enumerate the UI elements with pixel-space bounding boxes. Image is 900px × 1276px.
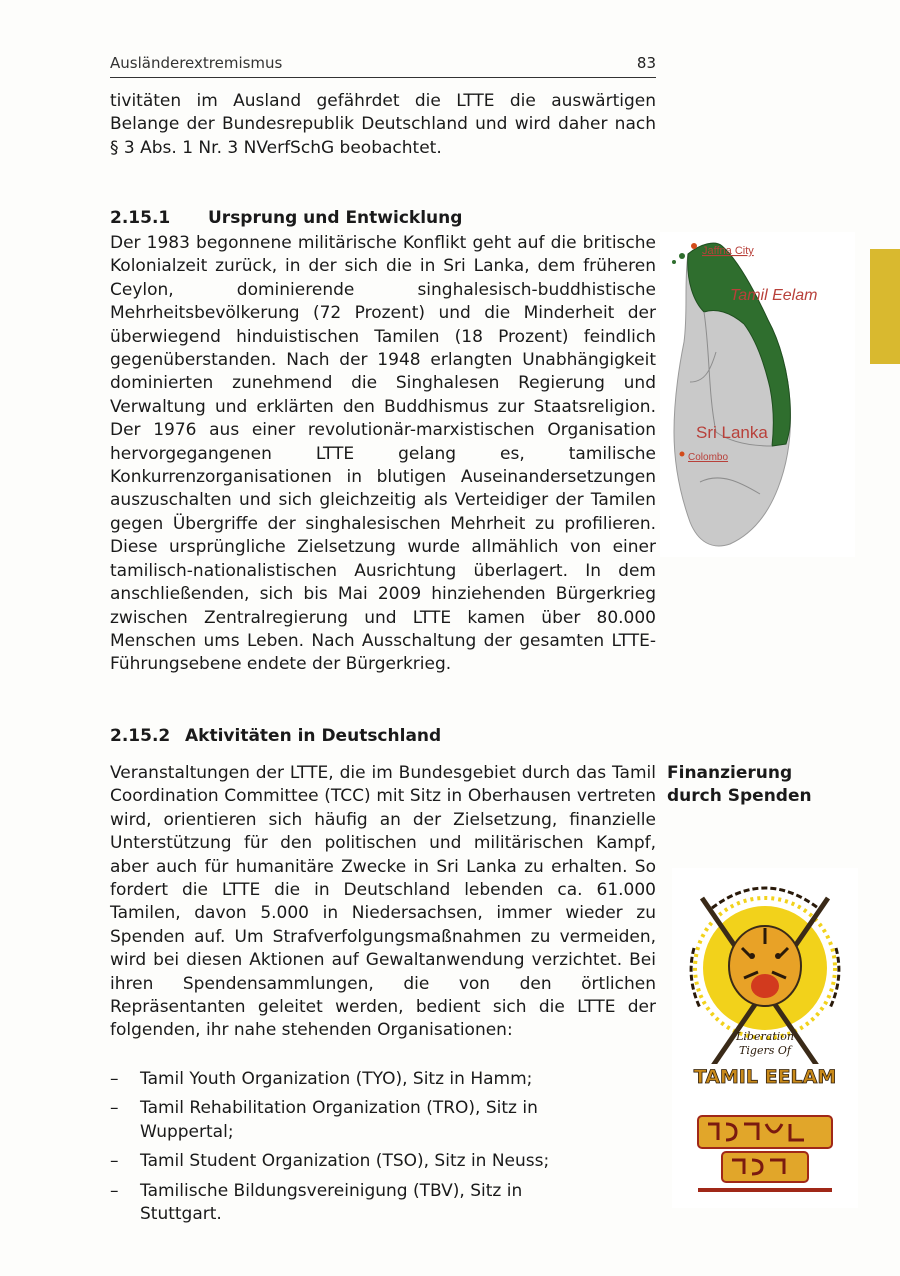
page-number: 83	[636, 54, 656, 72]
organization-list	[110, 1068, 580, 1232]
bullet-dash: –	[110, 1069, 119, 1089]
list-item	[110, 1097, 580, 1144]
jaffna-marker	[691, 243, 697, 249]
section-heading-origin	[110, 208, 462, 228]
list-item	[110, 1180, 580, 1227]
list-item-text: Tamil Rehabilitation Organization (TRO), Sitz in Wuppertal;	[140, 1098, 538, 1142]
section-activities-body: Veranstaltungen der LTTE, die im Bundesgebiet durch das Tamil Coordination Committee (TCC) mit Sitz in Oberhausen vertreten wird, orientieren sich häufig an der Zielsetzung, finanzielle Unterstützung für den politischen und militärischen Kampf, aber auch für humanitäre Zwecke in Sri Lanka zu erhalten. So fordert die LTTE die in Deutschland lebenden ca. 61.000 Tamilen, davon 5.000 in Niedersachsen, immer wieder zu Spenden auf. Um Strafverfolgungsmaßnahmen zu vermeiden, wird bei diesen Aktionen auf Gewaltanwendung verzichtet. Bei ihren Spendensammlungen, die von den örtlichen Repräsentanten geleitet werden, bedient sich die LTTE der folgenden, ihr nahe stehenden Organisationen:	[110, 763, 656, 1041]
bullet-dash: –	[110, 1151, 119, 1172]
margin-note-financing	[667, 762, 847, 809]
intro-paragraph: tivitäten im Ausland gefährdet die LTTE die auswärtigen Belange der Bundesrepublik Deutschland und wird daher nach § 3 Abs. 1 Nr. 3 NVerfSchG beobachtet.	[110, 91, 656, 158]
list-item-text: Tamil Youth Organization (TYO), Sitz in Hamm;	[140, 1069, 533, 1089]
bullet-dash: –	[110, 1098, 119, 1119]
section-number: 2.15.1	[110, 208, 171, 228]
list-item-text: Tamilische Bildungsvereinigung (TBV), Sitz in Stuttgart.	[140, 1180, 523, 1225]
island-dot	[679, 253, 685, 259]
tamil-script-banner-bottom	[722, 1152, 808, 1182]
emblem-text-tamil-eelam: TAMIL EELAM	[693, 1066, 837, 1088]
list-item-text: Tamil Student Organization (TSO), Sitz in Neuss;	[140, 1151, 550, 1172]
map-label-sri-lanka: Sri Lanka	[696, 423, 768, 442]
map-label-colombo: Colombo	[688, 452, 729, 463]
running-header-title: Ausländerextremismus	[110, 54, 283, 72]
ltte-emblem	[672, 868, 858, 1208]
emblem-script-left	[691, 948, 700, 1008]
map-label-tamil-eelam: Tamil Eelam	[730, 287, 818, 304]
emblem-text-liberation: Liberation	[736, 1030, 794, 1043]
list-item	[110, 1150, 580, 1173]
island-dot	[672, 260, 676, 264]
sri-lanka-map	[660, 232, 855, 557]
margin-note-line: Finanzierung	[667, 763, 793, 783]
chapter-tab-marker	[870, 249, 900, 364]
section-heading-activities	[110, 726, 441, 746]
section-number: 2.15.2	[110, 726, 171, 746]
emblem-graphic	[672, 868, 858, 1208]
bullet-dash: –	[110, 1180, 119, 1201]
section-title: Aktivitäten in Deutschland	[185, 726, 442, 746]
map-graphic	[660, 232, 855, 557]
section-title: Ursprung und Entwicklung	[208, 208, 463, 228]
tiger-eye	[749, 953, 755, 959]
header-divider	[110, 77, 656, 78]
tiger-mouth	[751, 974, 779, 998]
emblem-text-tigers: Tigers Of	[739, 1044, 791, 1057]
section-origin-body: Der 1983 begonnene militärische Konflikt geht auf die britische Kolonialzeit zurück, in der sich die in Sri Lanka, dem früheren Ceylon, dominierende singhalesisch-buddhistische Mehrheitsbevölkerung (72 Prozent) und die Minderheit der überwiegend hinduistischen Tamilen (18 Prozent) feindlich gegenüberstanden. Nach der 1948 erlangten Unabhängigkeit dominierten zunehmend die Singhalesen Regierung und Verwaltung und erklärten den Buddhismus zur Staatsreligion. Der 1976 aus einer revolutionär-marxistischen Organisation hervorgegangenen LTTE gelang es, tamilische Konkurrenzorganisationen in blutigen Auseinandersetzungen auszuschalten und sich gleichzeitig als Verteidiger der Tamilen gegen Übergriffe der singhalesischen Mehrheit zu profilieren. Diese ursprüngliche Zielsetzung wurde allmählich von einer tamilisch-nationalistischen Ausrichtung überlagert. In dem anschließenden, sich bis Mai 2009 hinziehenden Bürgerkrieg zwischen Zentralregierung und LTTE kamen über 80.000 Menschen ums Leben. Nach Ausschaltung der gesamten LTTE-Führungsebene endete der Bürgerkrieg.	[110, 233, 656, 675]
emblem-underline	[698, 1188, 832, 1192]
list-item	[110, 1068, 580, 1091]
margin-note-line: durch Spenden	[667, 786, 812, 807]
map-label-jaffna: Jaffna City	[702, 245, 754, 257]
colombo-marker	[680, 452, 685, 457]
tiger-eye	[775, 953, 781, 959]
